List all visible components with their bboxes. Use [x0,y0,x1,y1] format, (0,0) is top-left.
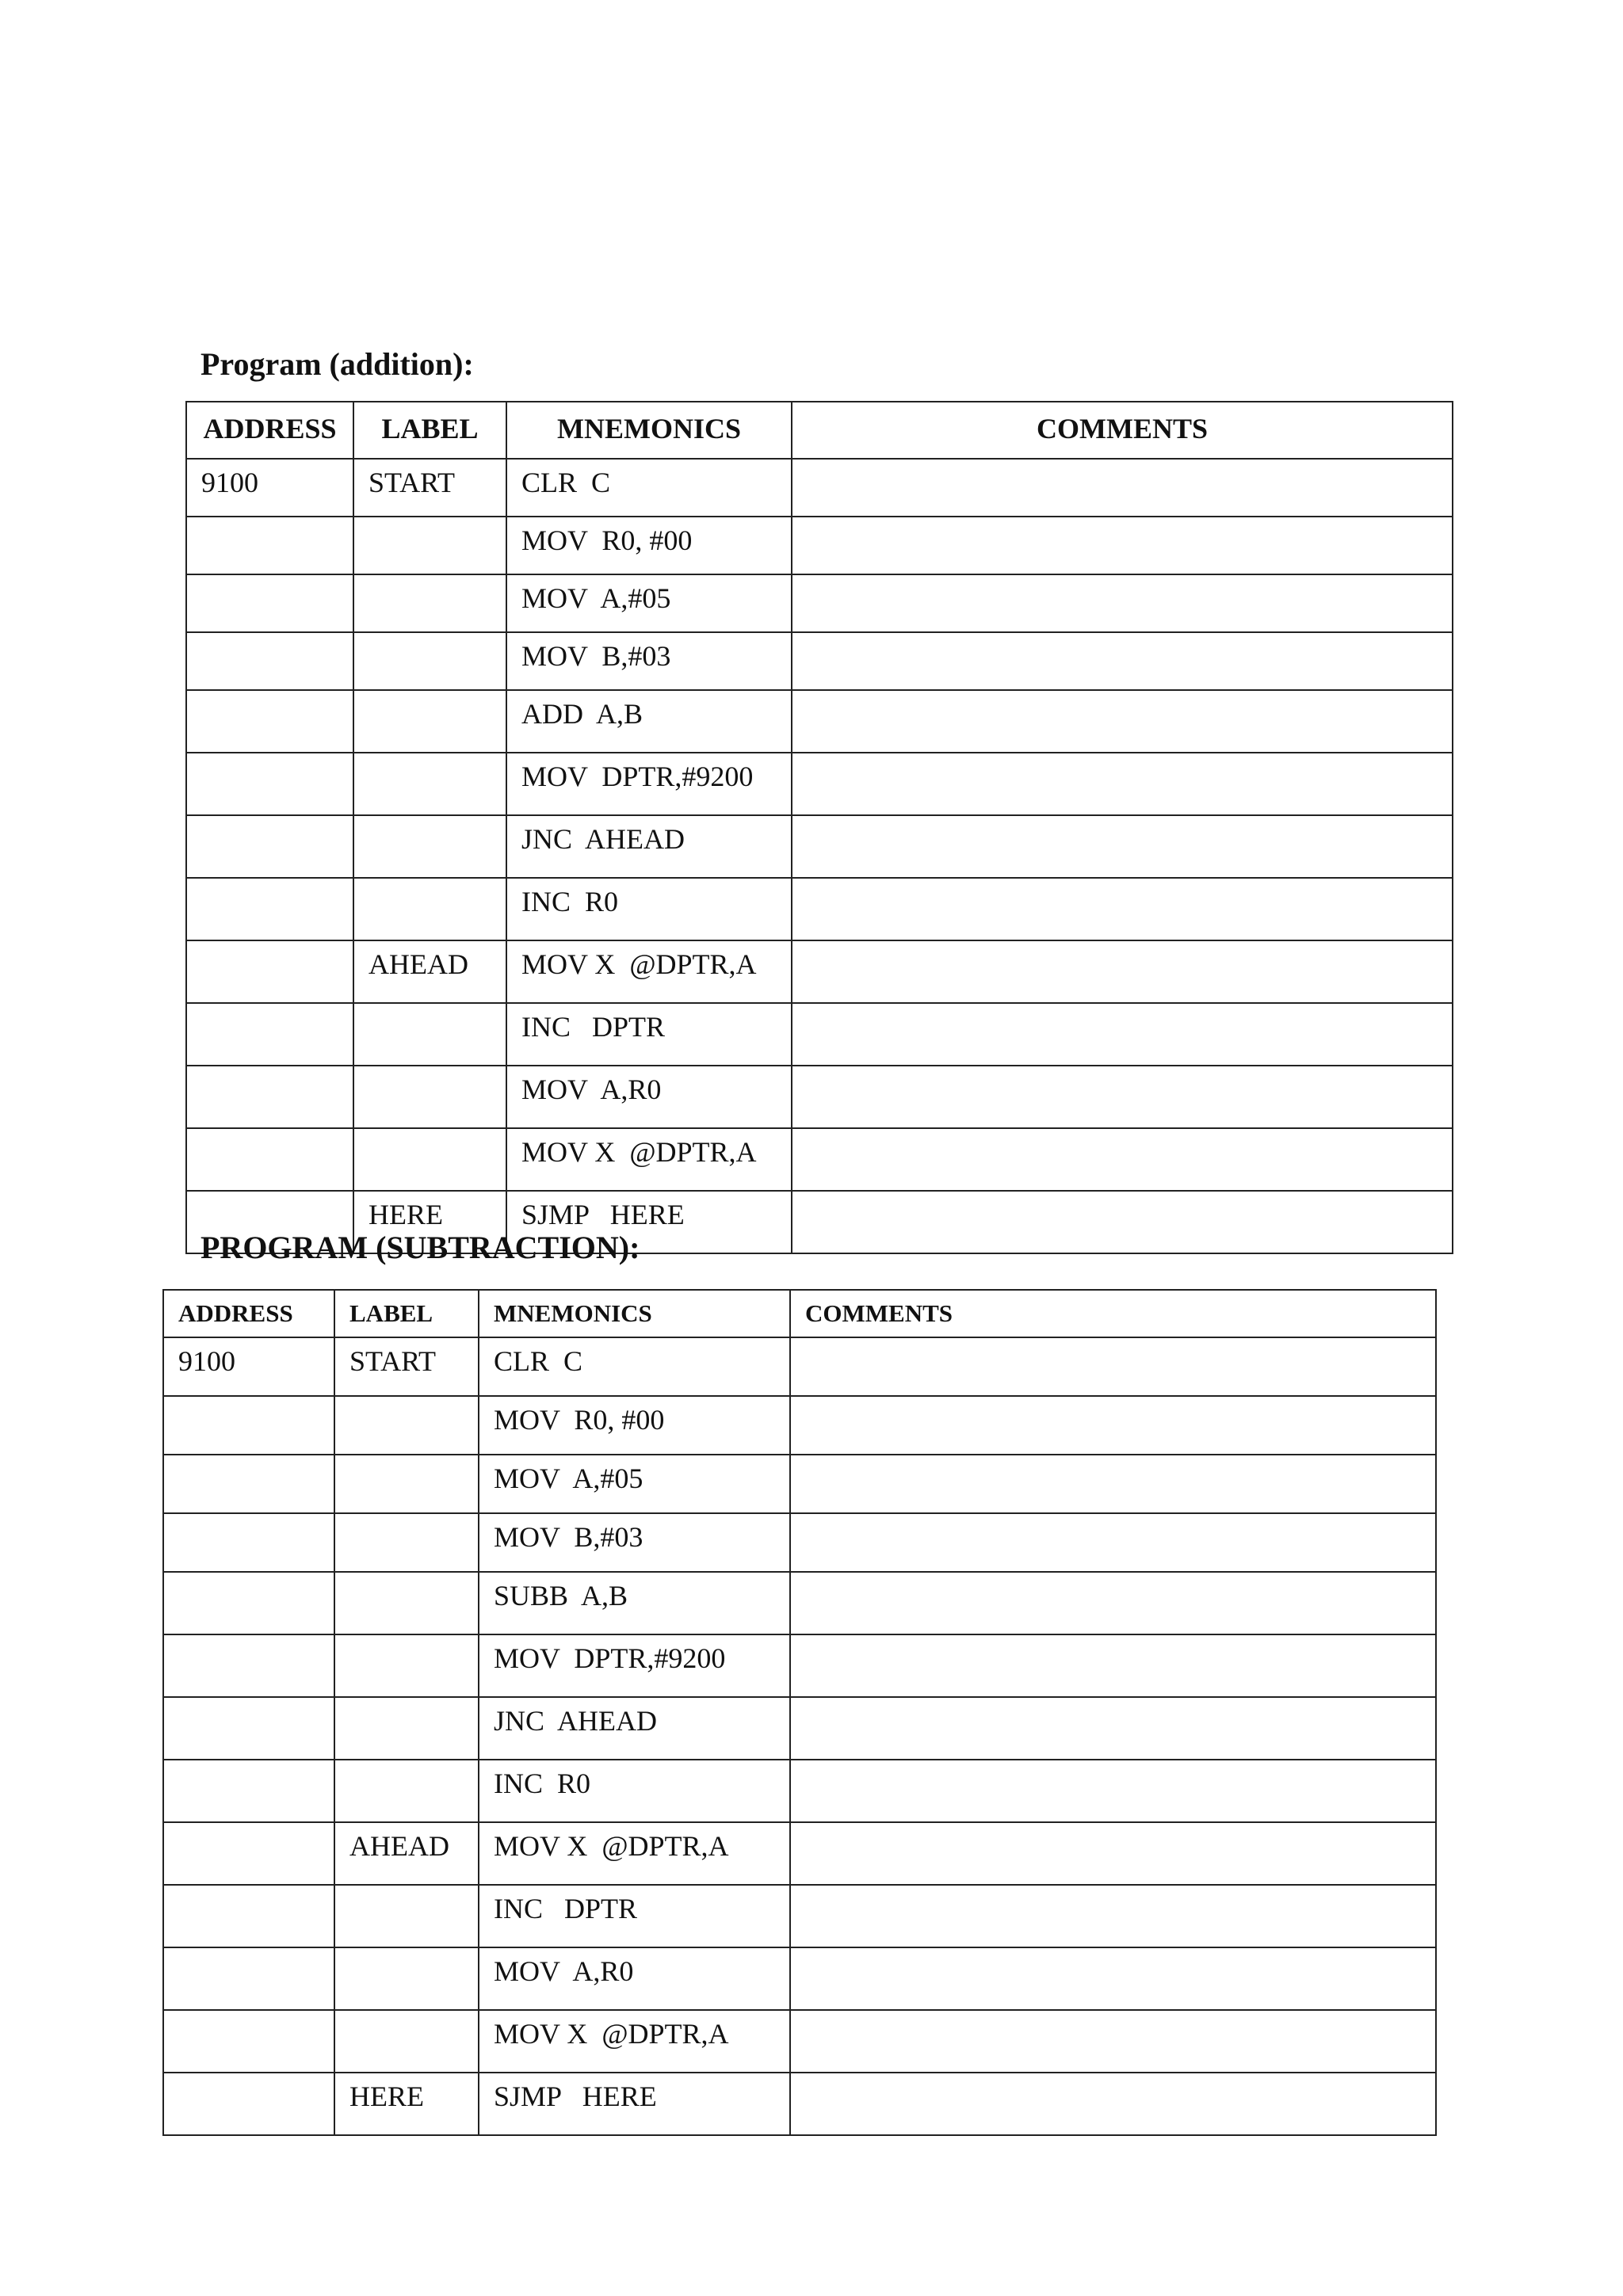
address-cell [186,690,353,753]
address-cell [186,1128,353,1191]
table-row [163,1822,1436,1885]
comment-cell [790,1455,1436,1513]
address-cell [186,815,353,878]
mnemonic-cell: MOV A,R0 [479,1947,790,2010]
address-cell [163,1513,334,1572]
label-cell [334,1697,479,1760]
table-row [186,1066,1453,1128]
label-cell [353,1003,506,1066]
address-cell [186,753,353,815]
mnemonic-cell: MOV X @DPTR,A [479,2010,790,2073]
mnemonic-cell: JNC AHEAD [506,815,792,878]
mnemonics-column-header: MNEMONICS [479,1290,790,1337]
label-cell: HERE [353,1191,506,1253]
table-row [186,690,1453,753]
mnemonic-cell: JNC AHEAD [479,1697,790,1760]
table-row [163,1513,1436,1572]
label-cell [353,632,506,690]
mnemonics-column-header: MNEMONICS [506,402,792,459]
address-cell [186,1066,353,1128]
table-row [163,1455,1436,1513]
label-cell [353,574,506,632]
address-cell [163,1572,334,1634]
label-cell: START [353,459,506,517]
label-cell [353,878,506,940]
table-row [186,517,1453,574]
mnemonic-cell: MOV R0, #00 [506,517,792,574]
table-row [186,1128,1453,1191]
table-row [163,1885,1436,1947]
comment-cell [790,1572,1436,1634]
label-cell [353,1128,506,1191]
table-row [163,1760,1436,1822]
address-cell [186,1003,353,1066]
table-row [163,2010,1436,2073]
table-row [186,574,1453,632]
subtraction-heading: PROGRAM (SUBTRACTION): [200,1230,640,1265]
comment-cell [790,1634,1436,1697]
label-column-header: LABEL [334,1290,479,1337]
mnemonic-cell: CLR C [506,459,792,517]
comment-cell [790,1337,1436,1396]
table-row [163,1947,1436,2010]
address-cell [163,1697,334,1760]
address-cell [163,1396,334,1455]
mnemonic-cell: MOV A,#05 [479,1455,790,1513]
addition-program-table [185,401,1453,1254]
mnemonic-cell: MOV DPTR,#9200 [506,753,792,815]
comments-column-header: COMMENTS [792,402,1453,459]
address-cell [163,1947,334,2010]
label-cell [334,1513,479,1572]
label-cell [334,1947,479,2010]
mnemonic-cell: INC R0 [479,1760,790,1822]
address-cell [186,574,353,632]
address-cell: 9100 [186,459,353,517]
address-cell [163,1455,334,1513]
comment-cell [790,2010,1436,2073]
mnemonic-cell: MOV X @DPTR,A [506,1128,792,1191]
address-cell [186,940,353,1003]
table-row [186,632,1453,690]
label-cell [334,1634,479,1697]
mnemonic-cell: SJMP HERE [479,2073,790,2135]
comment-cell [792,1066,1453,1128]
comments-column-header: COMMENTS [790,1290,1436,1337]
comment-cell [792,1128,1453,1191]
table-row [186,753,1453,815]
comment-cell [792,940,1453,1003]
label-cell [334,1572,479,1634]
comment-cell [792,459,1453,517]
label-cell [334,2010,479,2073]
address-column-header: ADDRESS [163,1290,334,1337]
subtraction-program-table [162,1289,1437,2136]
address-column-header: ADDRESS [186,402,353,459]
label-cell [334,1396,479,1455]
mnemonic-cell: MOV A,R0 [506,1066,792,1128]
address-cell [163,1885,334,1947]
comment-cell [792,517,1453,574]
table-row [186,940,1453,1003]
label-cell: AHEAD [334,1822,479,1885]
comment-cell [792,632,1453,690]
address-cell [186,878,353,940]
table-row [186,878,1453,940]
mnemonic-cell: MOV X @DPTR,A [506,940,792,1003]
table-row [163,2073,1436,2135]
comment-cell [792,753,1453,815]
mnemonic-cell: MOV A,#05 [506,574,792,632]
mnemonic-cell: CLR C [479,1337,790,1396]
comment-cell [790,1822,1436,1885]
label-cell [334,1455,479,1513]
comment-cell [790,1396,1436,1455]
mnemonic-cell: INC DPTR [479,1885,790,1947]
mnemonic-cell: MOV B,#03 [479,1513,790,1572]
table-row [163,1697,1436,1760]
comment-cell [790,1513,1436,1572]
label-cell: AHEAD [353,940,506,1003]
label-cell [353,1066,506,1128]
table-row [163,1337,1436,1396]
comment-cell [792,1003,1453,1066]
comment-cell [790,1760,1436,1822]
addition-table-body [186,459,1453,1253]
comment-cell [792,574,1453,632]
label-cell [353,753,506,815]
address-cell [186,517,353,574]
mnemonic-cell: INC R0 [506,878,792,940]
table-row [186,1003,1453,1066]
table-row [163,1572,1436,1634]
comment-cell [792,690,1453,753]
address-cell [163,2010,334,2073]
table-header-row [186,402,1453,459]
mnemonic-cell: MOV R0, #00 [479,1396,790,1455]
table-row [163,1634,1436,1697]
comment-cell [790,1885,1436,1947]
label-cell: HERE [334,2073,479,2135]
table-row [186,815,1453,878]
mnemonic-cell: INC DPTR [506,1003,792,1066]
address-cell [163,1822,334,1885]
comment-cell [790,1697,1436,1760]
mnemonic-cell: SUBB A,B [479,1572,790,1634]
label-cell [334,1885,479,1947]
comment-cell [792,878,1453,940]
label-cell [334,1760,479,1822]
comment-cell [792,815,1453,878]
address-cell [163,1634,334,1697]
comment-cell [790,1947,1436,2010]
mnemonic-cell: SJMP HERE [506,1191,792,1253]
label-cell [353,690,506,753]
mnemonic-cell: MOV DPTR,#9200 [479,1634,790,1697]
label-column-header: LABEL [353,402,506,459]
table-header-row [163,1290,1436,1337]
label-cell [353,517,506,574]
address-cell [163,2073,334,2135]
address-cell [163,1760,334,1822]
mnemonic-cell: MOV B,#03 [506,632,792,690]
table-row [163,1396,1436,1455]
label-cell [353,815,506,878]
comment-cell [792,1191,1453,1253]
addition-heading: Program (addition): [200,346,474,382]
comment-cell [790,2073,1436,2135]
mnemonic-cell: MOV X @DPTR,A [479,1822,790,1885]
subtraction-table-body [163,1337,1436,2135]
label-cell: START [334,1337,479,1396]
table-row [186,459,1453,517]
address-cell [186,632,353,690]
address-cell: 9100 [163,1337,334,1396]
mnemonic-cell: ADD A,B [506,690,792,753]
